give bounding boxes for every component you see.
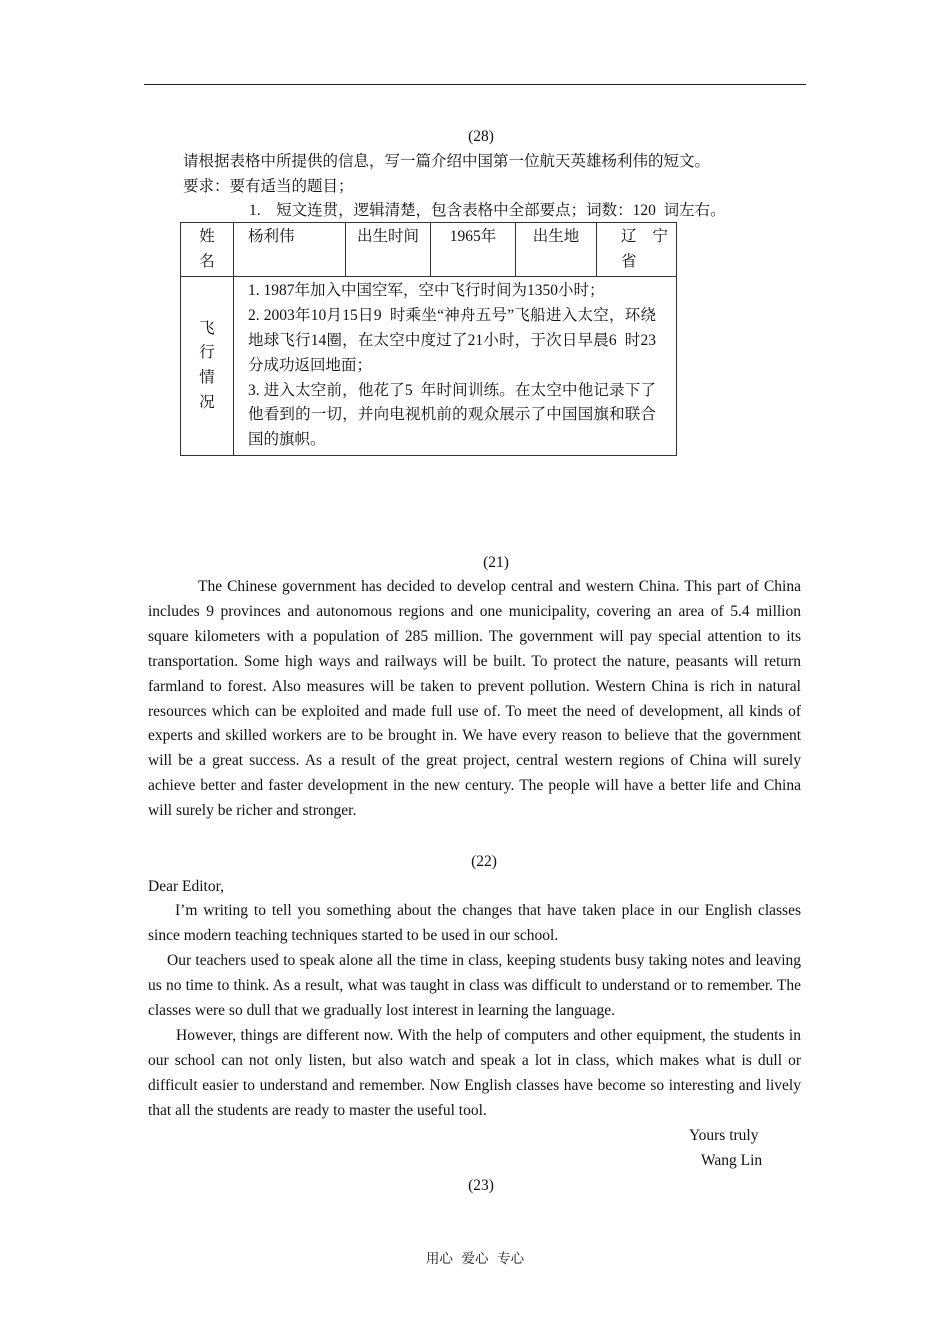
section-22-number: (22) [471,853,497,870]
birthplace-char: 省 [621,252,637,270]
header-rule [144,84,806,85]
letter-paragraph-1: I’m writing to tell you something about the changes that have taken place in our English classes since modern teaching techniques started to be used in our school. [148,902,801,944]
flight-detail-item: 2. 2003年10月15日9 时乘坐“神舟五号”飞船进入太空，环绕地球飞行14圈，在太空中度过了21小时，于次日早晨6 时23分成功返回地面； [248,307,656,374]
flight-label-char: 飞 [199,319,215,337]
section-21-paragraph: The Chinese government has decided to develop central and western China. This part of China includes 9 provinces and autonomous regions and one municipality, covering an area of 5.4 million square kilometers with a population of 285 million. The government will pay special attention to its transportation. Some high ways and railways will be built. To protect the nature, peasants will return farmland to forest. Also measures will be taken to prevent pollution. Western China is rich in natural resources which can be exploited and made full use of. To meet the need of development, all kinds of experts and skilled workers are to be brought in. We have every reason to believe that the government will be a great success. As a result of the great project, central western regions of China will surely achieve better and faster development in the new century. The people will have a better life and China will surely be richer and stronger. [148,578,801,820]
birthplace-label-cell: 出生地 [516,223,597,277]
flight-detail-item: 1. 1987年加入中国空军，空中飞行时间为1350小时； [248,282,605,300]
section-28-requirement-title: 要求：要有适当的题目； [183,178,354,195]
letter-paragraph-2: Our teachers used to speak alone all the time in class, keeping students busy taking notes and leaving us no time to think. As a result, what was taught in class was difficult to understand or to remember. The classes were so dull that we gradually lost interest in learning the language. [148,952,801,1019]
name-label-char: 姓 [199,228,215,245]
info-table-row-flight [181,277,677,456]
birth-time-value-cell: 1965年 [431,223,516,277]
info-table [180,222,677,456]
birthplace-value-cell [597,223,677,277]
letter-signature: Wang Lin [701,1152,763,1169]
section-28-instruction: 请根据表格中所提供的信息，写一篇介绍中国第一位航天英雄杨利伟的短文。 [183,153,711,170]
birth-time-label-cell: 出生时间 [346,223,431,277]
info-table-row-header [181,223,677,277]
section-23-number: (23) [468,1177,494,1194]
letter-paragraph-3: However, things are different now. With the help of computers and other equipment, the students in our school can not only listen, but also watch and speak a lot in class, which makes what is dull or difficult easier to understand and remember. Now English classes have become so interesting and lively that all the students are ready to master the useful tool. [148,1027,801,1119]
name-value-cell: 杨利伟 [234,223,346,277]
name-label-char: 名 [199,252,215,270]
letter-closing: Yours truly [689,1127,759,1144]
flight-label-char: 情 [199,369,215,387]
birthplace-char: 辽 [621,228,637,245]
flight-label-char: 况 [199,393,215,411]
birthplace-char: 宁 [652,228,668,245]
name-label-cell [181,223,234,277]
section-28-number: (28) [468,128,494,145]
section-21-number: (21) [483,554,509,571]
flight-label-cell [181,277,234,456]
letter-greeting: Dear Editor, [148,878,224,895]
flight-details-cell [234,277,677,456]
section-28-requirement-item: 1. 短文连贯，逻辑清楚，包含表格中全部要点；词数：120 词左右。 [249,202,726,219]
flight-detail-item: 3. 进入太空前，他花了5 年时间训练。在太空中他记录下了他看到的一切，并向电视机前的观众展示了中国国旗和联合国的旗帜。 [248,381,656,449]
page-footer: 用心 爱心 专心 [425,1251,525,1267]
flight-label-char: 行 [199,344,215,362]
